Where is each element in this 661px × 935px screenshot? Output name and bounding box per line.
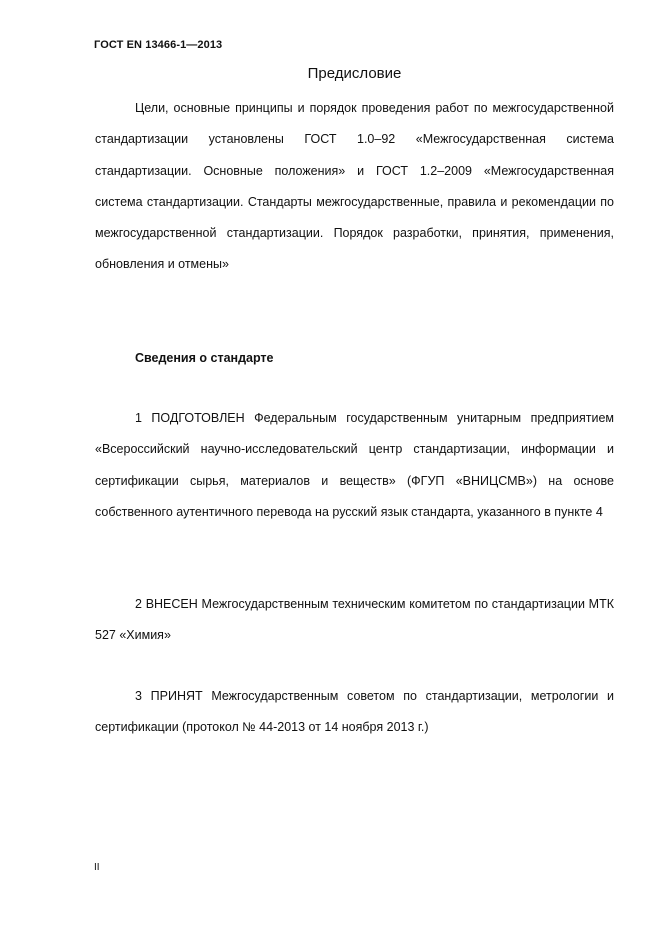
page-number: II: [94, 862, 100, 873]
standard-code-header: ГОСТ EN 13466-1—2013: [94, 39, 223, 51]
page-title: Предисловие: [307, 65, 402, 82]
standard-info-item-1: 1 ПОДГОТОВЛЕН Федеральным государственным унитарным предприятием «Всероссийский научно-исследовательский центр стандартизации, информации и сертификации сырья, материалов и веществ» (ФГУП «ВНИЦСМВ») на основе собственного аутентичного перевода на русский язык стандарта, указанного в пункте 4: [95, 411, 614, 519]
preface-paragraph: Цели, основные принципы и порядок проведения работ по межгосударственной стандартизации установлены ГОСТ 1.0–92 «Межгосударственная система стандартизации. Основные положения» и ГОСТ 1.2–2009 «Межгосударственная система стандартизации. Стандарты межгосударственные, правила и рекомендации по межгосударственной стандартизации. Порядок разработки, принятия, применения, обновления и отмены»: [95, 101, 614, 272]
standard-info-item-3: 3 ПРИНЯТ Межгосударственным советом по стандартизации, метрологии и сертификации (протокол № 44-2013 от 14 ноября 2013 г.): [95, 689, 614, 735]
standard-info-item-2: 2 ВНЕСЕН Межгосударственным техническим комитетом по стандартизации МТК 527 «Химия»: [95, 597, 614, 643]
standard-info-heading: Сведения о стандарте: [135, 351, 274, 365]
